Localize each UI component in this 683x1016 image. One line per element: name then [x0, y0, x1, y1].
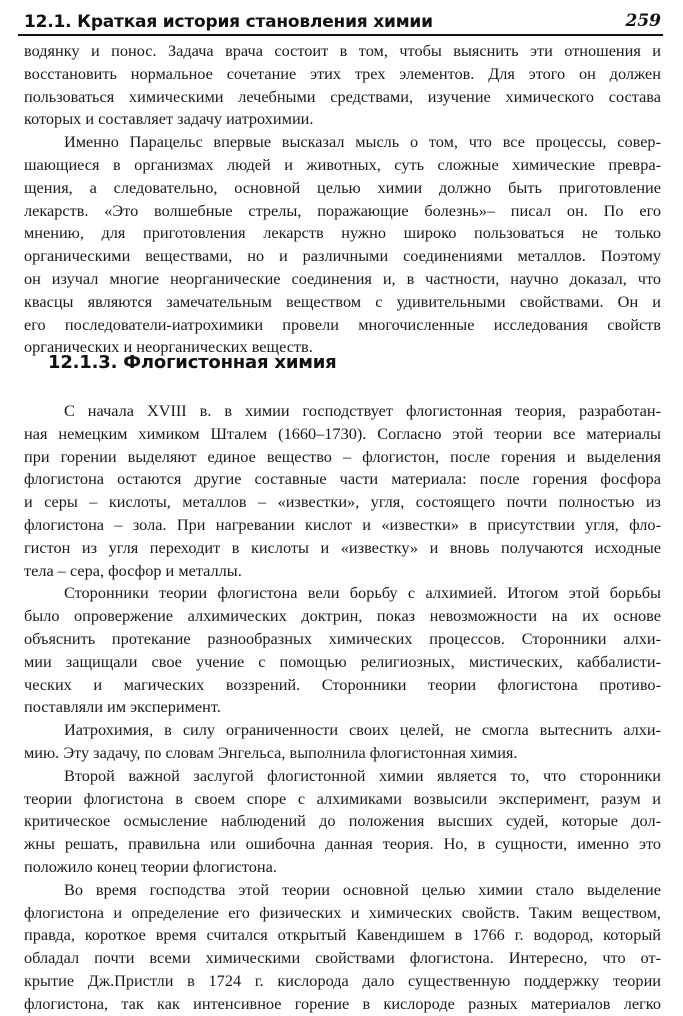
text-line: при горении выделяют единое вещество – флогистон, после горения и выделения — [24, 446, 661, 466]
text-line: квасцы являются замечательным веществом с удивительными свойствами. Он и — [24, 291, 661, 311]
text-line: лекарств. «Это волшебные стрелы, поражающие болезнь»– писал он. По его — [24, 200, 661, 220]
text-line: крытие Дж.Пристли в 1724 г. кислорода дало существенную поддержку теории — [24, 970, 661, 990]
paragraph — [24, 582, 661, 719]
text-line: органических и неорганических веществ. — [24, 337, 313, 357]
text-line: ческих и магических воззрений. Сторонники теории флогистона противо- — [24, 674, 661, 694]
section-heading: 12.1.3. Флогистонная химия — [48, 352, 337, 373]
paragraph — [24, 400, 661, 582]
text-line: флогистона – зола. При нагревании кислот и «известки» в присутствии угля, фло- — [24, 514, 661, 534]
text-line: правда, короткое время считался открытый Кавендишем в 1766 г. водород, который — [24, 925, 661, 945]
text-line: обладал почти всеми химическими свойствами флогистона. Интересно, что от- — [24, 948, 661, 968]
running-title: 12.1. Краткая история становления химии — [24, 12, 433, 32]
text-line: флогистона и определение его физических и химических свойств. Таким веществом, — [24, 902, 661, 922]
section-text — [24, 400, 661, 1016]
text-line: Иатрохимия, в силу ограниченности своих целей, не смогла вытеснить алхи- — [64, 720, 661, 740]
text-line: щения, а следовательно, основной целью химии должно быть приготовление — [24, 177, 661, 197]
text-line: восстановить нормальное сочетание этих трех элементов. Для этого он должен — [24, 63, 661, 83]
paragraph — [24, 719, 661, 765]
text-line: гистон из угля переходит в кислоты и «известку» и вновь получаются исходные — [24, 537, 661, 557]
text-line: водянку и понос. Задача врача состоит в том, чтобы выяснить эти отношения и — [24, 41, 661, 60]
text-line: было опровержение алхимических доктрин, показ невозможности на их основе — [24, 606, 661, 626]
text-line: и серы – кислоты, металлов – «известки», угля, состоящего почти полностью из — [24, 492, 661, 512]
text-line: поставляли им эксперимент. — [24, 697, 221, 717]
text-line: которых и составляет задачу иатрохимии. — [24, 109, 314, 129]
text-line: объяснить протекание разнообразных химических процессов. Сторонники алхи- — [24, 628, 661, 648]
text-line: он изучал многие неорганические соединения и, в частности, научно доказал, что — [24, 268, 661, 288]
text-line: критическое осмысление наблюдений до положения высших судей, которые дол- — [24, 811, 661, 831]
paragraph — [24, 765, 661, 879]
text-line: пользоваться химическими лечебными средствами, изучение химического состава — [24, 86, 661, 106]
text-line: Сторонники теории флогистона вели борьбу с алхимией. Итогом этой борьбы — [64, 583, 661, 603]
text-line: теории флогистона в своем споре с алхимиками возвысили эксперимент, разум и — [24, 788, 661, 808]
text-line: Во время господства этой теории основной целью химии стало выделение — [64, 879, 661, 899]
text-line: ная немецким химиком Шталем (1660–1730). Согласно этой теории все материалы — [24, 423, 661, 443]
text-line: его последователи-иатрохимики провели многочисленные исследования свойств — [24, 314, 661, 334]
paragraph — [24, 879, 661, 1016]
text-line: С начала XVIII в. в химии господствует флогистонная теория, разработан- — [64, 401, 661, 420]
text-line: положило конец теории флогистона. — [24, 856, 277, 876]
text-line: Второй важной заслугой флогистонной химии является то, что сторонники — [64, 765, 661, 785]
page-number: 259 — [625, 11, 661, 31]
text-line: органическими веществами, но и различными соединениями металлов. Поэтому — [24, 246, 661, 266]
running-header — [18, 10, 663, 36]
paragraph — [24, 40, 661, 131]
text-line: флогистона, так как интенсивное горение в кислороде разных материалов легко — [24, 993, 661, 1013]
text-line: мнению, для приготовления лекарств нужно широко пользоваться не только — [24, 223, 661, 243]
paragraph — [24, 131, 661, 359]
text-line: жны решать, правильна или ошибочна данная теория. Но, в сущности, именно это — [24, 834, 661, 854]
text-line: тела – сера, фосфор и металлы. — [24, 560, 242, 580]
text-line: флогистона остаются другие составные части материала: после горения фосфора — [24, 469, 661, 489]
text-line: мию. Эту задачу, по словам Энгельса, выполнила флогистонная химия. — [24, 742, 518, 762]
text-line: мии защищали свое учение с помощью религиозных, мистических, каббалисти- — [24, 651, 661, 671]
intro-text — [24, 40, 661, 359]
text-line: Именно Парацельс впервые высказал мысль о том, что все процессы, совер- — [64, 132, 661, 152]
text-line: шающиеся в организмах людей и животных, суть сложные химические превра- — [24, 154, 661, 174]
